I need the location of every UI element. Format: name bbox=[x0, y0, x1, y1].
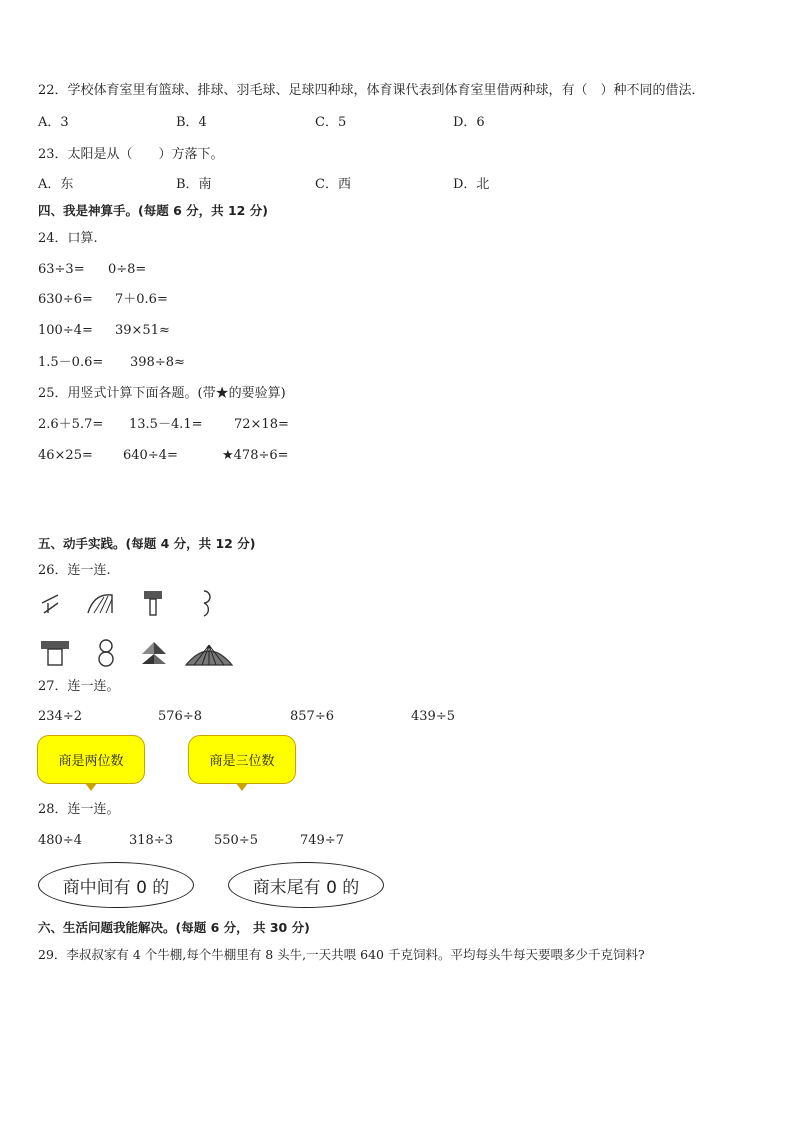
q28-expression: 550÷5 bbox=[214, 833, 258, 848]
q27-expression: 857÷6 bbox=[290, 709, 334, 724]
q29-text: 29．李叔叔家有 4 个牛棚,每个牛棚里有 8 头牛,一天共喂 640 千克饲料。平均每头牛每天要喂多少千克饲料? bbox=[38, 947, 645, 962]
zero-in-middle-oval bbox=[38, 862, 194, 908]
q23-option-d: D．北 bbox=[453, 177, 490, 192]
q28-expression: 480÷4 bbox=[38, 833, 82, 848]
q23-text: 23．太阳是从（ ）方落下。 bbox=[38, 147, 224, 162]
q22-option-b: B．4 bbox=[176, 115, 207, 130]
q27-expression: 576÷8 bbox=[158, 709, 202, 724]
two-digit-quotient-bubble bbox=[37, 735, 145, 784]
half-house-figure bbox=[142, 589, 164, 617]
q24-item: 7＋0.6= bbox=[115, 292, 168, 307]
q24-item: 100÷4= bbox=[38, 323, 93, 338]
q26-title: 26．连一连. bbox=[38, 563, 111, 578]
q22-option-c: C．5 bbox=[315, 115, 347, 130]
half-snowman-figure bbox=[196, 589, 212, 617]
bubble-label: 商是三位数 bbox=[209, 754, 275, 769]
q28-expression: 749÷7 bbox=[300, 833, 344, 848]
oval-label: 商末尾有 0 的 bbox=[252, 877, 360, 898]
oval-label: 商中间有 0 的 bbox=[62, 877, 170, 898]
q24-item: 63÷3= bbox=[38, 262, 85, 277]
q23-option-a: A．东 bbox=[38, 177, 74, 192]
q25-item: 72×18= bbox=[234, 417, 289, 432]
q22-option-d: D．6 bbox=[453, 115, 485, 130]
q23-option-b: B．南 bbox=[176, 177, 212, 192]
q24-item: 1.5－0.6= bbox=[38, 355, 104, 370]
section-5-heading: 五、动手实践。(每题 4 分，共 12 分) bbox=[38, 536, 256, 551]
pinwheel-figure bbox=[140, 640, 168, 666]
section-6-heading: 六、生活问题我能解决。(每题 6 分， 共 30 分) bbox=[38, 920, 310, 935]
q25-item: 46×25= bbox=[38, 448, 93, 463]
umbrella-figure bbox=[184, 641, 234, 667]
half-umbrella-figure bbox=[86, 591, 114, 615]
q24-item: 39×51≈ bbox=[115, 323, 170, 338]
q27-title: 27．连一连。 bbox=[38, 679, 120, 694]
q28-expression: 318÷3 bbox=[129, 833, 173, 848]
q27-expression: 234÷2 bbox=[38, 709, 82, 724]
snowman-figure bbox=[96, 638, 116, 668]
q27-expression: 439÷5 bbox=[411, 709, 455, 724]
q25-title: 25．用竖式计算下面各题。(带★的要验算) bbox=[38, 386, 286, 401]
q25-item: 2.6＋5.7= bbox=[38, 417, 104, 432]
half-pinwheel-figure bbox=[40, 591, 62, 617]
section-4-heading: 四、我是神算手。(每题 6 分，共 12 分) bbox=[38, 203, 268, 218]
house-figure bbox=[40, 640, 70, 666]
q24-title: 24．口算. bbox=[38, 231, 98, 246]
bubble-label: 商是两位数 bbox=[58, 754, 124, 769]
q22-option-a: A．3 bbox=[38, 115, 69, 130]
q25-item: ★478÷6= bbox=[222, 448, 289, 463]
q24-item: 0÷8= bbox=[108, 262, 147, 277]
q25-item: 13.5－4.1= bbox=[129, 417, 203, 432]
q23-option-c: C．西 bbox=[315, 177, 351, 192]
q24-item: 398÷8≈ bbox=[130, 355, 185, 370]
zero-at-end-oval bbox=[228, 862, 384, 908]
q25-item: 640÷4= bbox=[123, 448, 178, 463]
three-digit-quotient-bubble bbox=[188, 735, 296, 784]
q24-item: 630÷6= bbox=[38, 292, 93, 307]
q28-title: 28．连一连。 bbox=[38, 802, 120, 817]
q22-text: 22．学校体育室里有篮球、排球、羽毛球、足球四种球，体育课代表到体育室里借两种球，有（ ）种不同的借法． bbox=[38, 83, 705, 98]
